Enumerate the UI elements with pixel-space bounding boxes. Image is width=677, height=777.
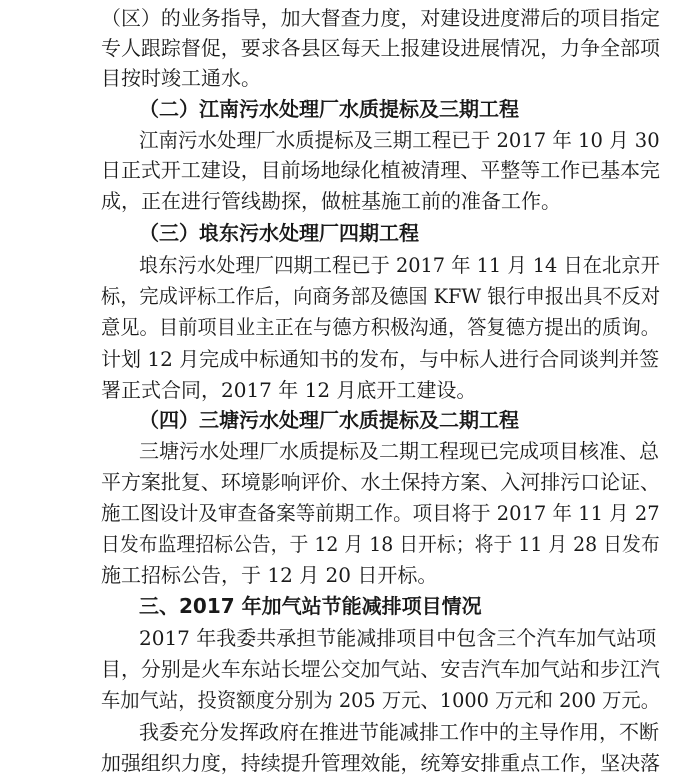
body-text-line: 专人跟踪督促，要求各县区每天上报建设进展情况，力争全部项 <box>101 36 660 60</box>
body-text-line: 江南污水处理厂水质提标及三期工程已于 2017 年 10 月 30 <box>139 128 660 152</box>
body-text-line: 车加气站，投资额度分别为 205 万元、1000 万元和 200 万元。 <box>101 688 661 712</box>
body-text-line: 署正式合同，2017 年 12 月底开工建设。 <box>101 378 477 402</box>
body-text-line: 加强组织力度，持续提升管理效能，统筹安排重点工作，坚决落 <box>101 751 660 775</box>
body-text-line: 成，正在进行管线勘探，做桩基施工前的准备工作。 <box>101 189 561 213</box>
body-text-line: 施工图设计及审查备案等前期工作。项目将于 2017 年 11 月 27 <box>101 501 660 525</box>
body-text-line: 标，完成评标工作后，向商务部及德国 KFW 银行申报出具不反对 <box>101 284 661 308</box>
body-text-line: 目，分别是火车东站长堽公交加气站、安吉汽车加气站和步江汽 <box>101 657 660 681</box>
section-heading-2: （二）江南污水处理厂水质提标及三期工程 <box>139 97 519 121</box>
body-text-line: 意见。目前项目业主正在与德方积极沟通，答复德方提出的质询。 <box>101 315 661 339</box>
body-text-line: 日发布监理招标公告，于 12 月 18 日开标；将于 11 月 28 日发布 <box>101 532 660 556</box>
body-text-line: 计划 12 月完成中标通知书的发布，与中标人进行合同谈判并签 <box>101 347 660 371</box>
body-text-line: 三塘污水处理厂水质提标及二期工程现已完成项目核准、总 <box>139 439 659 463</box>
body-text-line: 我委充分发挥政府在推进节能减排工作中的主导作用，不断 <box>139 720 659 744</box>
body-text-line: 埌东污水处理厂四期工程已于 2017 年 11 月 14 日在北京开 <box>139 253 660 277</box>
body-text-line: 施工招标公告，于 12 月 20 日开标。 <box>101 563 438 587</box>
body-text-line: 日正式开工建设，目前场地绿化植被清理、平整等工作已基本完 <box>101 158 660 182</box>
body-text-line: （区）的业务指导，加大督查力度，对建设进度滞后的项目指定 <box>101 6 660 30</box>
section-heading-3: （三）埌东污水处理厂四期工程 <box>139 221 419 245</box>
body-text-line: 2017 年我委共承担节能减排项目中包含三个汽车加气站项 <box>139 626 657 650</box>
section-heading-4: （四）三塘污水处理厂水质提标及二期工程 <box>139 408 519 432</box>
body-text-line: 平方案批复、环境影响评价、水土保持方案、入河排污口论证、 <box>101 470 660 494</box>
body-text-line: 目按时竣工通水。 <box>101 66 261 90</box>
section-heading-three: 三、2017 年加气站节能减排项目情况 <box>139 594 482 618</box>
